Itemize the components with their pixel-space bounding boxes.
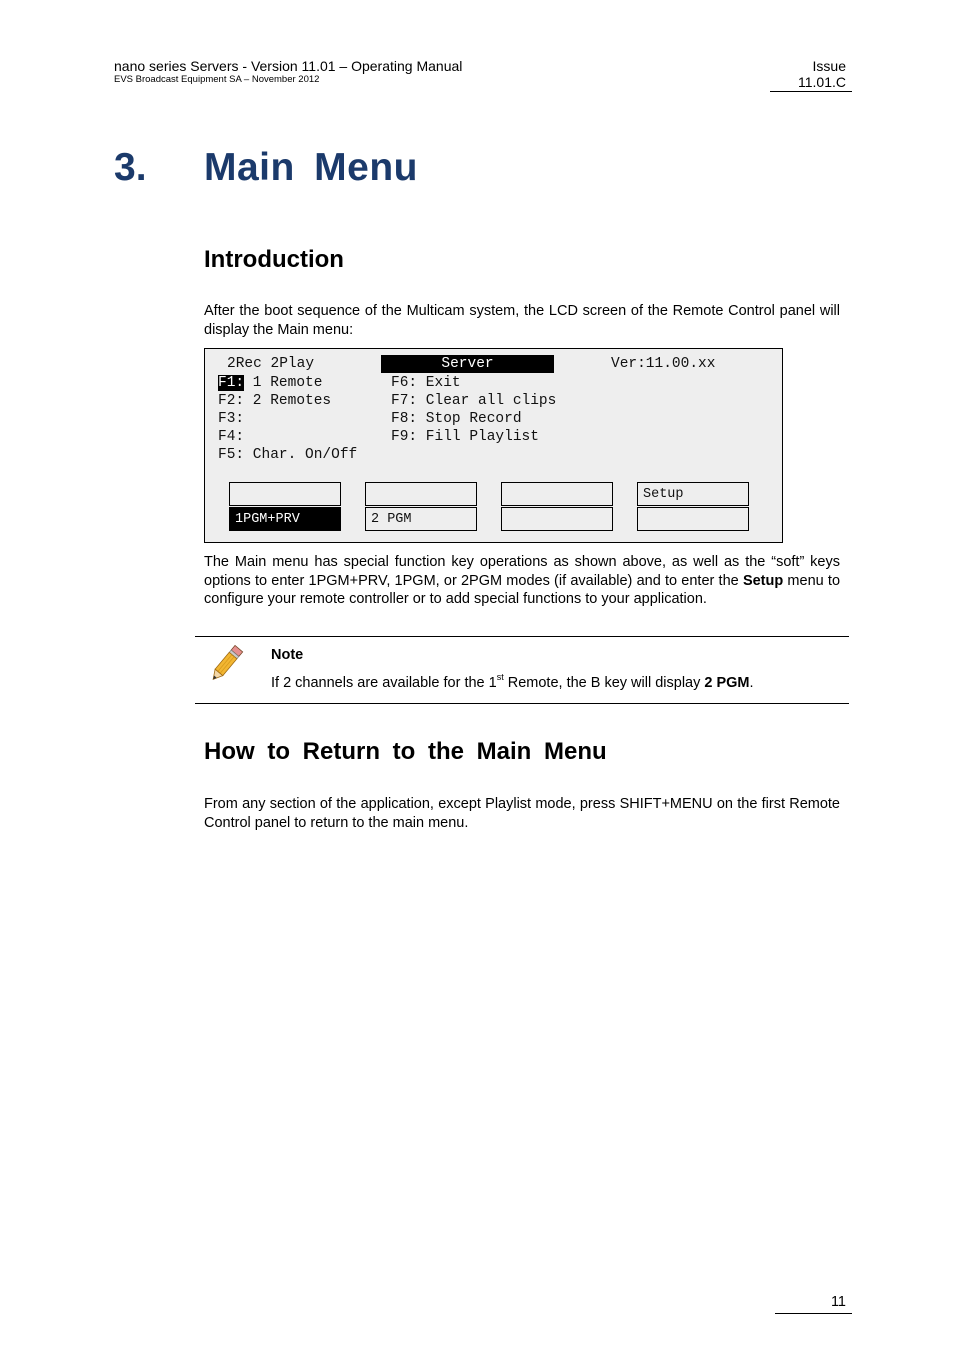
lcd-f3-row: F3: bbox=[218, 411, 245, 427]
soft-key-d-bottom bbox=[637, 507, 749, 531]
soft-key-c-bottom bbox=[501, 507, 613, 531]
page-number: 11 bbox=[830, 1294, 846, 1310]
section-heading-introduction: Introduction bbox=[204, 246, 344, 273]
setup-bold: Setup bbox=[742, 572, 784, 589]
return-paragraph: From any section of the application, except Playlist mode, press SHIFT+MENU on the first Remote Control panel to return to the main menu. bbox=[204, 796, 840, 831]
section-heading-return: How to Return to the Main Menu bbox=[204, 738, 607, 765]
header-subtitle: EVS Broadcast Equipment SA – November 2012 bbox=[114, 74, 320, 85]
lcd-f8-row: F8: Stop Record bbox=[391, 411, 522, 427]
lcd-screen bbox=[204, 348, 783, 543]
main-menu-paragraph bbox=[204, 553, 840, 609]
soft-key-d-top: Setup bbox=[637, 482, 749, 506]
note-text-middle: Remote, the B key will display bbox=[503, 675, 705, 691]
header-issue-label: Issue bbox=[812, 58, 846, 74]
note-top-rule bbox=[195, 636, 849, 637]
chapter-number: 3. bbox=[114, 146, 147, 189]
main-menu-paragraph-part1: The Main menu has special function key operations as shown above, as well as the “soft” keys options to enter 1PGM+PRV, 1PGM, or 2PGM modes (if available) and to enter the bbox=[204, 554, 840, 589]
lcd-f7-row: F7: Clear all clips bbox=[391, 393, 557, 409]
lcd-f1-row bbox=[218, 374, 322, 392]
header-title: nano series Servers - Version 11.01 – Operating Manual bbox=[114, 58, 463, 74]
note-text-bold: 2 PGM bbox=[704, 675, 750, 691]
pencil-icon bbox=[204, 642, 248, 686]
intro-paragraph: After the boot sequence of the Multicam system, the LCD screen of the Remote Control panel will display the Main menu: bbox=[204, 303, 840, 338]
lcd-f6-row: F6: Exit bbox=[391, 375, 461, 391]
footer-rule bbox=[775, 1313, 852, 1314]
soft-key-c-top bbox=[501, 482, 613, 506]
lcd-f4-row: F4: bbox=[218, 429, 245, 445]
lcd-f1-label: 1 Remote bbox=[244, 375, 323, 391]
lcd-f5-row: F5: Char. On/Off bbox=[218, 447, 358, 463]
soft-key-b-top bbox=[365, 482, 477, 506]
lcd-f1-key: F1: bbox=[218, 375, 245, 391]
note-superscript: st bbox=[496, 672, 504, 682]
lcd-f9-row: F9: Fill Playlist bbox=[391, 429, 539, 445]
note-text-after: . bbox=[749, 675, 754, 691]
soft-key-a-top bbox=[229, 482, 341, 506]
main-menu-paragraph-part2: menu to configure your remote controller or to add special functions to your application. bbox=[204, 572, 841, 607]
header-rule bbox=[770, 91, 852, 92]
soft-key-a-bottom: 1PGM+PRV bbox=[229, 507, 341, 531]
lcd-version: Ver:11.00.xx bbox=[611, 356, 716, 372]
note-text bbox=[271, 672, 754, 691]
note-bottom-rule bbox=[195, 703, 849, 704]
note-title: Note bbox=[271, 647, 304, 663]
header-issue-number: 11.01.C bbox=[798, 74, 846, 90]
lcd-f2-row: F2: 2 Remotes bbox=[218, 393, 332, 409]
chapter-title: Main Menu bbox=[204, 146, 418, 189]
note-text-before: If 2 channels are available for the 1 bbox=[271, 675, 497, 691]
soft-key-b-bottom: 2 PGM bbox=[365, 507, 477, 531]
lcd-mode-label: 2Rec 2Play bbox=[227, 356, 315, 372]
lcd-server-bar: Server bbox=[381, 355, 554, 373]
